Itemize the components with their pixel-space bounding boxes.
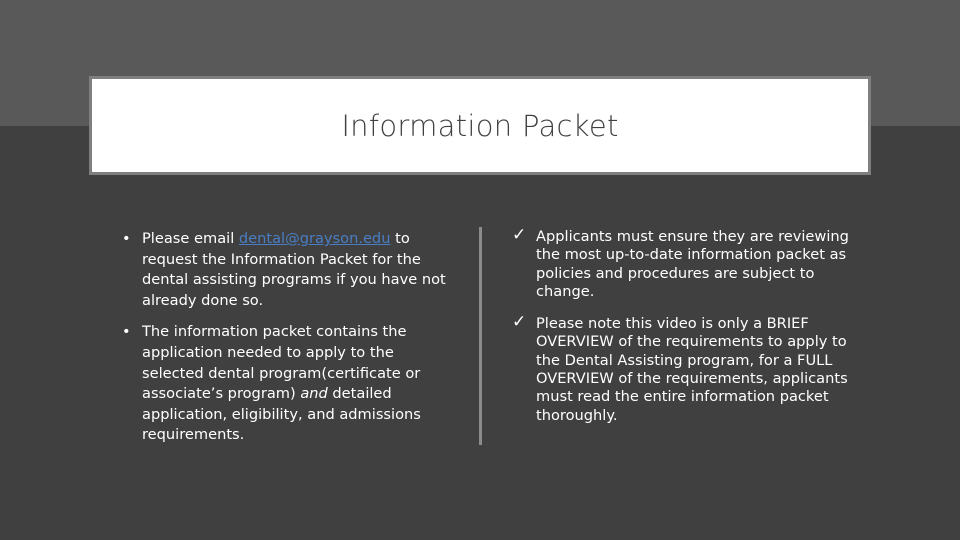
left-item-1-text-before: Please email (142, 230, 239, 247)
title-box (89, 76, 871, 175)
slide-title: Information Packet (341, 108, 619, 143)
left-item-2-text-after: detailed application, eligibility, and admissions requirements. (142, 385, 421, 444)
right-check-item-2 (512, 312, 853, 425)
right-item-1-text: Applicants must ensure they are reviewing the most up-to-date information packet as policies and procedures are subject to change. (536, 228, 849, 300)
right-item-2-text: Please note this video is only a BRIEF OVERVIEW of the requirements to apply to the Dental Assisting program, for a FULL OVERVIEW of the requirements, applicants must read the entire information packet thoroughly. (536, 315, 848, 424)
bullet-icon: • (122, 230, 131, 247)
left-item-2-emphasis: and (300, 385, 328, 403)
checkmark-icon: ✓ (512, 312, 527, 333)
left-column (122, 229, 452, 446)
bullet-icon: • (122, 323, 131, 341)
checkmark-icon: ✓ (512, 225, 527, 245)
left-item-1-text-after: to request the Information Packet for the dental assisting programs if you have not already done so. (142, 230, 446, 309)
right-check-item-1 (512, 225, 853, 301)
right-column (512, 225, 853, 425)
left-bullet-item-1 (122, 229, 452, 311)
left-item-2-text-before: The information packet contains the application needed to apply to the selected dental program(certificate or associate’s program) (142, 323, 421, 403)
email-link[interactable]: dental@grayson.edu (238, 230, 391, 247)
column-divider (479, 227, 482, 445)
left-bullet-item-2 (122, 322, 452, 446)
